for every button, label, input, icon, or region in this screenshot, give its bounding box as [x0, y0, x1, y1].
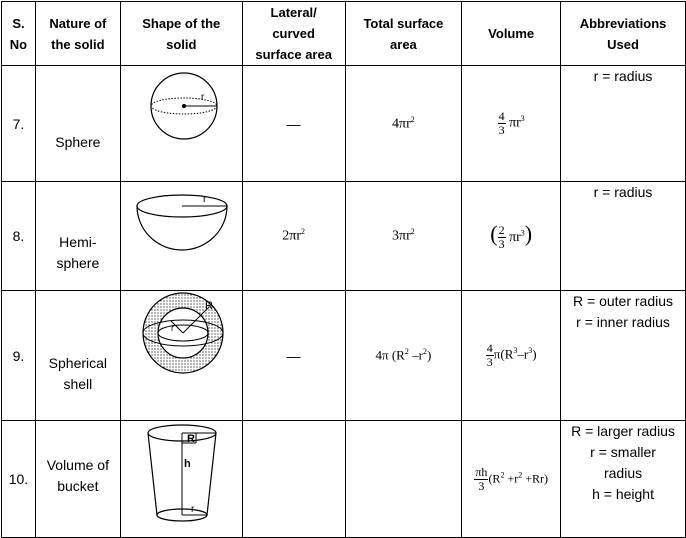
- table-row: [2, 291, 686, 421]
- svg-text:r: r: [202, 194, 207, 205]
- row-abbr: r = radius: [561, 182, 686, 291]
- row-volume: ( $\frac{2}{3}$ $\pi r^3$): [462, 182, 561, 291]
- row-lateral: —: [242, 291, 345, 421]
- row-lateral: $2\pi r^2$: [242, 182, 345, 291]
- row-abbr: r = radius: [561, 66, 686, 182]
- table-row: [2, 66, 686, 182]
- hemisphere-figure: [120, 182, 242, 291]
- row-volume: $\frac{4}{3}$ $\pi(R^3-r^3)$: [462, 291, 561, 421]
- header-row: [2, 2, 686, 66]
- header-lateral: Lateral/ curved surface area: [242, 2, 345, 66]
- header-tsa: Total surface area: [345, 2, 462, 66]
- svg-text:r: r: [190, 504, 195, 515]
- row-tsa: $4\pi r^2$: [345, 66, 462, 182]
- row-abbr: R = outer radius r = inner radius: [561, 291, 686, 421]
- row-volume: $\frac{\pi h}{3}$ $(R^2 +r^2 +Rr)$: [462, 421, 561, 538]
- header-abbr: Abbreviations Used: [561, 2, 686, 66]
- svg-text:R: R: [186, 433, 195, 445]
- row-solid-name: Hemi- sphere: [35, 182, 120, 291]
- row-sno: 7.: [2, 66, 36, 182]
- row-sno: 8.: [2, 182, 36, 291]
- table-row: [2, 182, 686, 291]
- row-sno: 10.: [2, 421, 36, 538]
- row-solid-name: Sphere: [35, 66, 120, 182]
- svg-text:R: R: [204, 300, 213, 312]
- row-solid-name: Spherical shell: [35, 291, 120, 421]
- svg-text:r: r: [170, 323, 174, 333]
- sphere-figure: [120, 66, 242, 182]
- header-shape: Shape of the solid: [120, 2, 242, 66]
- table-row: [2, 421, 686, 538]
- solids-formula-table: [1, 1, 686, 538]
- header-sno: S. No: [2, 2, 36, 66]
- header-volume: Volume: [462, 2, 561, 66]
- row-volume: $\frac{4}{3}$ $\pi r^3$: [462, 66, 561, 182]
- row-solid-name: Volume of bucket: [35, 421, 120, 538]
- row-tsa: $3\pi r^2$: [345, 182, 462, 291]
- row-lateral: [242, 421, 345, 538]
- header-nature: Nature of the solid: [35, 2, 120, 66]
- row-tsa: 4π ($R^2$ $-r^2$): [345, 291, 462, 421]
- row-sno: 9.: [2, 291, 36, 421]
- row-lateral: —: [242, 66, 345, 182]
- svg-text:h: h: [183, 458, 191, 470]
- spherical-shell-figure: [120, 291, 242, 421]
- row-abbr: R = larger radius r = smaller radius h = height: [561, 421, 686, 538]
- row-tsa: [345, 421, 462, 538]
- svg-text:r: r: [200, 92, 205, 103]
- bucket-figure: [120, 421, 242, 538]
